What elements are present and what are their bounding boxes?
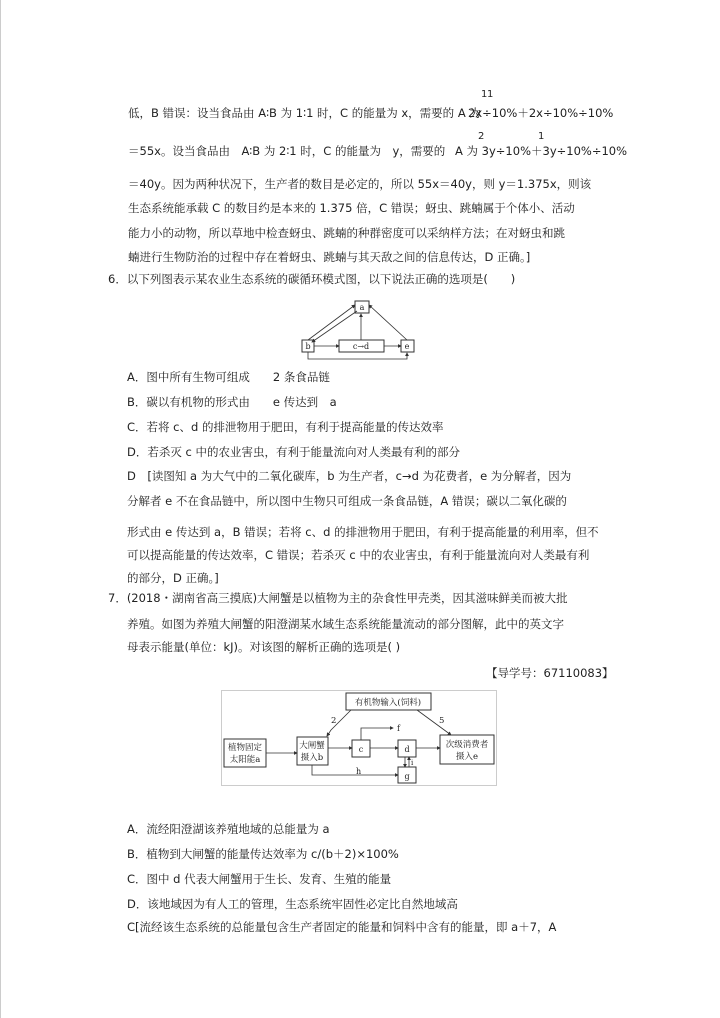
- crab-label: 大闸蟹: [299, 741, 325, 751]
- answer-line: 能力小的动物，所以草地中检查蚜虫、跳蝻的种群密度可以采纳样方法；在对蚜虫和跳: [128, 226, 565, 240]
- fraction-numerator: 2: [478, 131, 485, 142]
- node-e-label: e: [404, 342, 410, 351]
- node-b-label: b: [305, 342, 311, 351]
- option-c[interactable]: C．图中 d 代表大闸蟹用于生长、发育、生殖的能量: [127, 872, 392, 886]
- question-stem: 养殖。如图为养殖大闸蟹的阳澄湖某水域生态系统能量流动的部分图解，此中的英文字: [127, 617, 564, 631]
- answer-line: 蝻进行生物防治的过程中存在着蚜虫、跳蝻与其天敌之间的信息传达，D 正确。]: [128, 250, 531, 264]
- option-d[interactable]: D．若杀灭 c 中的农业害虫，有利于能量流向对人类最有利的部分: [127, 445, 460, 459]
- plant-label: 太阳能a: [229, 755, 261, 765]
- guide-number: 【导学号：67110083】: [486, 666, 614, 680]
- answer-line: 可以提高能量的传达效率，C 错误；若杀灭 c 中的农业害虫，有利于能量流向对人类最有利: [127, 548, 590, 562]
- question-stem: 母表示能量(单位：kJ)。对该图的解析正确的选项是( ): [127, 640, 401, 654]
- answer-line: 低，B 错误：设当食品由 A∶B 为 1∶1 时，C 的能量为 x，需要的 A 为: [128, 106, 481, 120]
- option-c[interactable]: C．若将 c、d 的排泄物用于肥田，有利于提高能量的传达效率: [127, 420, 444, 434]
- page-edge: [0, 0, 1, 1018]
- answer-line: 形式由 e 传达到 a，B 错误；若将 c、d 的排泄物用于肥田，有利于提高能量的利用率，但不: [127, 525, 599, 539]
- i-label: i: [411, 759, 414, 767]
- formula: A 为 3y÷10%＋3y÷10%÷10%: [455, 144, 628, 158]
- formula: 2x÷10%＋2x÷10%÷10%: [468, 106, 614, 120]
- answer-line: ＝40y。因为两种状况下，生产者的数目是必定的，所以 55x＝40y，则 y＝1.375x，则该: [128, 177, 592, 191]
- question-stem: 7．(2018・湖南省高三摸底)大闸蟹是以植物为主的杂食性甲壳类，因其滋味鲜美而被大批: [108, 591, 568, 605]
- answer-line: C[流经该生态系统的总能量包含生产者固定的能量和饲料中含有的能量，即 a＋7，A: [127, 920, 557, 934]
- h-label: h: [356, 767, 362, 776]
- feed-label: 有机物输入(饲料): [354, 698, 422, 708]
- node-a-label: a: [359, 303, 365, 312]
- fraction-numerator: 1: [481, 89, 489, 100]
- question-stem: 6．以下列图表示某农业生态系统的碳循环模式图，以下说法正确的选项是( ): [108, 272, 516, 286]
- plant-label: 植物固定: [227, 743, 263, 753]
- option-b[interactable]: B．植物到大闸蟹的能量传达效率为 c/(b＋2)×100%: [127, 847, 399, 861]
- g-label: g: [404, 772, 410, 781]
- option-d[interactable]: D．该地域因为有人工的管理，生态系统牢固性必定比自然地域高: [127, 897, 458, 911]
- fraction-numerator: 1: [538, 131, 545, 142]
- d-label: d: [404, 745, 410, 754]
- carbon-cycle-diagram: [299, 297, 417, 363]
- answer-line: 的部分，D 正确。]: [127, 571, 219, 585]
- feed-to-consumer-value: 5: [439, 716, 445, 726]
- crab-label: 摄入b: [300, 753, 324, 763]
- answer-line: 生态系统能承载 C 的数目约是本来的 1.375 倍，C 错误；蚜虫、跳蝻属于个体小、活动: [128, 201, 575, 215]
- energy-flow-diagram: [221, 690, 497, 786]
- option-a[interactable]: A．图中所有生物可组成 2 条食品链: [127, 370, 330, 384]
- c-label: c: [358, 745, 364, 754]
- answer-line: 分解者 e 不在食品链中，所以图中生物只可组成一条食品链，A 错误；碳以二氧化碳的: [127, 494, 567, 508]
- secondary-consumer-label: 次级消费者: [445, 740, 489, 750]
- feed-to-crab-value: 2: [331, 716, 337, 726]
- f-label: f: [397, 724, 400, 733]
- answer-line: D [读图知 a 为大气中的二氧化碳库，b 为生产者，c→d 为花费者，e 为分解者，因为: [127, 469, 572, 483]
- option-a[interactable]: A．流经阳澄湖该养殖地域的总能量为 a: [127, 822, 330, 836]
- node-cd-label: c→d: [352, 342, 370, 351]
- option-b[interactable]: B．碳以有机物的形式由 e 传达到 a: [127, 395, 337, 409]
- fraction-numerator: 1: [487, 89, 494, 100]
- answer-line: ＝55x。设当食品由 A∶B 为 2∶1 时，C 的能量为 y，需要的: [128, 144, 446, 158]
- secondary-consumer-label: 摄入e: [455, 752, 479, 762]
